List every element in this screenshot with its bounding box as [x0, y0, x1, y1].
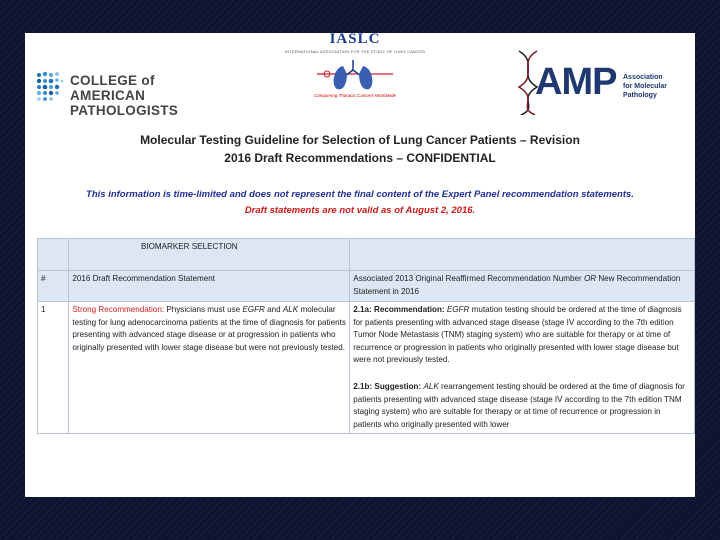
draft-statement-cell: Strong Recommendation: Physicians must use EGFR and ALK molecular testing for lung adenocarcinoma patients at the time of diagnosis for patients presenting with advanced stage disease or at progression in patients who originally presented with lower stage disease but were not previously tested. — [69, 302, 350, 434]
recommendation-table — [37, 238, 695, 434]
lungs-icon — [313, 56, 397, 92]
disclaimer-notice: This information is time-limited and does not represent the final content of the Expert Panel recommendation statements. — [86, 189, 634, 200]
document-title: Molecular Testing Guideline for Selection of Lung Cancer Patients – Revision — [140, 133, 580, 147]
associated-recommendation-cell — [350, 302, 695, 434]
amp-logo — [513, 47, 683, 117]
amp-full-name: Association for Molecular Pathology — [623, 74, 667, 99]
iaslc-logo — [280, 33, 430, 109]
iaslc-name: IASLC — [329, 33, 381, 47]
suggestion-2-1b: 2.1b: Suggestion: ALK rearrangement testing should be ordered at the time of diagnosis for patients presenting with advanced stage disease (stage IV according to the 7th edition TNM staging system) who are suitable for therapy or at time of recurrence or progression in patients who originally presented with lower — [353, 381, 685, 429]
band-empty-cell — [350, 239, 695, 271]
document-subtitle: 2016 Draft Recommendations – CONFIDENTIAL — [224, 151, 496, 165]
section-band-row — [38, 239, 695, 271]
amp-abbr: AMP — [535, 61, 617, 103]
cap-logo-text: COLLEGE of AMERICAN PATHOLOGISTS — [70, 73, 179, 118]
band-empty-cell — [38, 239, 69, 271]
header-associated-recommendation: Associated 2013 Original Reaffirmed Recommendation Number OR New Recommendation Statement in 2016 — [350, 271, 695, 302]
row-number: 1 — [38, 302, 69, 434]
cap-logo — [36, 71, 206, 118]
cap-dots-icon — [36, 71, 64, 101]
slide — [25, 33, 695, 497]
iaslc-subtitle: INTERNATIONAL ASSOCIATION FOR THE STUDY OF LUNG CANCER — [284, 49, 426, 54]
iaslc-tagline: Conquering Thoracic Cancers Worldwide — [313, 93, 397, 98]
header-number: # — [38, 271, 69, 302]
header-draft-statement: 2016 Draft Recommendation Statement — [69, 271, 350, 302]
strength-label: Strong Recommendation — [72, 305, 162, 314]
recommendation-2-1a: 2.1a: Recommendation: EGFR mutation testing should be ordered at the time of diagnosis for patients presenting with advanced stage disease (stage IV according to the 7th edition Tumor Node Metastasis (TNM) staging system) who are suitable for therapy or at time of recurrence or progression in patients who originally presented with lower stage disease but were not previously tested. — [353, 305, 682, 365]
section-band-label: BIOMARKER SELECTION — [69, 239, 350, 271]
table-row — [38, 302, 695, 434]
validity-notice: Draft statements are not valid as of August 2, 2016. — [244, 205, 476, 216]
table-header-row — [38, 271, 695, 302]
